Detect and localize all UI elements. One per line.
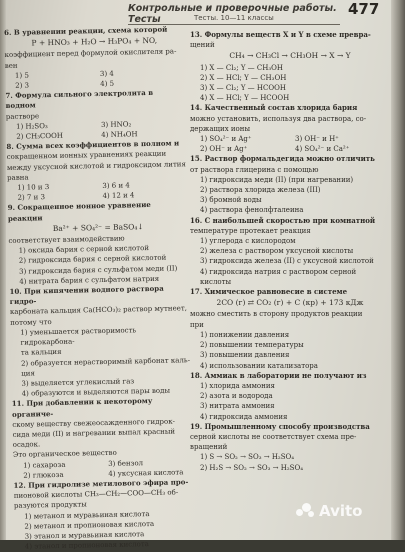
question-text: вен (4, 61, 18, 70)
answer-option: 2) глюкоза (23, 470, 64, 480)
answer-option: 1) S → SO₂ → SO₃ → H₂SO₄ (200, 453, 295, 462)
question-text: 15. Раствор формальдегида можно отличить (190, 154, 375, 164)
answer-option: 2) железа с раствором уксусной кислоты (200, 247, 354, 256)
answer-option: 1) хлорида аммония (200, 381, 275, 390)
answer-option: 1) углерода с кислородом (200, 237, 296, 246)
answer-option: 3) повышении давления (200, 351, 290, 360)
answer-option: 2) CH₃COOH (16, 131, 63, 141)
question-text: пионовой кислоты CH₃—CH₂—COO—CH₃ об- (13, 488, 179, 501)
question-text: потому что (10, 317, 52, 327)
question-text: 9. Сокращенное ионное уравнение реакции (7, 200, 151, 223)
answer-option: 4) X — HCl; Y — HCOOH (200, 94, 290, 103)
answer-option: 1) 5 (14, 71, 29, 80)
answer-option: 4) этанол и пропионовая кислота (24, 540, 149, 551)
question-text: вращений (190, 443, 228, 452)
answer-option: 3) OH⁻ и H⁺ (295, 135, 339, 144)
formula: P + HNO₃ + H₂O → H₃PO₄ + NO, (31, 36, 158, 48)
answer-option: 1) 10 и 3 (17, 183, 50, 192)
answer-option: 1) уменьшается растворимость гидрокарбона- (20, 326, 137, 347)
formula: 2CO (г) ⇄ CO₂ (г) + C (кр) + 173 кДж (216, 298, 364, 308)
question-text: температуре протекает реакция (190, 226, 311, 235)
answer-option: 3) гидроксида бария с сульфатом меди (II) (19, 264, 178, 276)
question-text: 14. Качественный состав хлорида бария (190, 103, 358, 113)
answer-options (190, 134, 390, 154)
answer-option: 4) 12 и 4 (102, 191, 135, 201)
question-text: коэффициент перед формулой окислителя ра- (4, 47, 177, 60)
answer-option: 1) X — Cl₂; Y — CH₃OH (200, 63, 284, 72)
page-edge (391, 0, 405, 540)
question-text: 10. При кипячении водного раствора гидро- (9, 283, 164, 307)
answer-option: 4) NH₄OH (101, 130, 138, 140)
question-text: Это органическое вещество (12, 449, 117, 460)
answer-option: 2) X — HCl; Y — CH₃OH (200, 73, 287, 82)
answer-option: 3) 4 (99, 69, 114, 78)
question-text: 19. Промышленному способу производства (190, 421, 370, 431)
answer-option: 3) бромной воды (200, 196, 262, 205)
answer-option: 2) гидроксида бария с серной кислотой (18, 254, 167, 266)
answer-option: 4) гидроксида натрия с раствором серной (200, 267, 357, 276)
answer-option: 3) X — Cl₂; Y — HCOOH (200, 84, 286, 93)
watermark-text: Avito (319, 502, 363, 520)
answer-option: 4) использовании катализатора (200, 361, 318, 370)
answer-option: та кальция (20, 348, 62, 358)
answer-option: 3) HNO₂ (100, 120, 132, 129)
answer-option: 1) H₂SO₃ (15, 121, 48, 131)
answer-option: 4) нитрата бария с сульфатом натрия (19, 274, 160, 286)
question-text: 16. С наибольшей скоростью при комнатной (190, 215, 376, 225)
question-text: 6. В уравнении реакции, схема которой (4, 24, 168, 37)
left-column (4, 24, 195, 552)
question-text: 13. Формулы веществ X и Y в схеме превра- (190, 30, 371, 39)
answer-option: 2) раствора хлорида железа (III) (200, 186, 321, 195)
question-text: 17. Химическое равновесие в системе (190, 287, 348, 297)
question-text: 18. Аммиак в лаборатории не получают из (190, 370, 367, 380)
question-text: между уксусной кислотой и гидроксидом лития (6, 159, 186, 172)
question-text: равна (7, 173, 29, 182)
formula: CH₄ → CH₃Cl → CH₃OH → X → Y (229, 51, 351, 61)
question-text: 7. Формула сильного электролита в водном (5, 88, 154, 111)
answer-option: 3) этанол и муравьиная кислота (24, 530, 145, 541)
answer-option: 1) метанол и муравьиная кислота (24, 509, 150, 521)
question-text: соответствует взаимодействию (8, 234, 125, 246)
answer-option: 3) 6 и 4 (102, 181, 130, 191)
formula: Ba²⁺ + SO₄²⁻ = BaSO₄↓ (52, 221, 144, 233)
answer-options (7, 179, 187, 203)
question-text: при (190, 320, 204, 329)
answer-option: 1) гидроксида меди (II) (при нагревании) (200, 175, 354, 184)
answer-option: кислоты (200, 277, 232, 286)
answer-option: 2) 3 (15, 81, 30, 90)
answer-option: 4) образуются и выделяются пары воды (21, 386, 171, 398)
question-text: 11. При добавлении к некоторому органиче- (11, 396, 153, 419)
answer-option: 1) SO₄²⁻ и Ag⁺ (200, 135, 252, 144)
question-text: держащих ионы (190, 124, 251, 133)
question-text: разуются продукты (13, 500, 87, 511)
question-text: щений (190, 41, 215, 50)
answer-option: 3) нитрата аммония (200, 402, 275, 411)
answer-option: 3) бензол (108, 458, 144, 468)
question-text: от раствора глицерина с помощью (190, 165, 319, 174)
question-text: растворе (5, 111, 40, 121)
question-text: 12. При гидролизе метилового эфира про- (13, 477, 189, 490)
answer-option: 4) SO₄²⁻ и Ca²⁺ (295, 145, 350, 154)
avito-logo-icon (296, 503, 316, 519)
question-text: можно сместить в сторону продуктов реакции (190, 310, 363, 319)
right-column (190, 30, 390, 473)
answer-option: 4) уксусная кислота (108, 468, 184, 478)
answer-option: ция (21, 369, 35, 378)
answer-option: 4) раствора фенолфталеина (200, 206, 304, 215)
answer-option: 2) азота и водорода (200, 392, 273, 401)
answer-option: 2) образуется нерастворимый карбонат каль- (20, 355, 191, 368)
question-text: сида меди (II) и нагревании выпал красный осадок. (12, 427, 176, 450)
question-text: скому веществу свежеосажденного гидрок- (12, 417, 175, 429)
answer-option: 1) понижении давления (200, 330, 290, 339)
answer-option: 2) 7 и 3 (17, 193, 46, 203)
answer-option: 3) выделяется углекислый газ (21, 377, 135, 388)
answer-option: 4) гидроксида аммония (200, 412, 288, 421)
question-text: карбоната кальция Ca(HCO₃)₂ раствор мутнеет, (9, 304, 188, 317)
answer-option: 4) 5 (100, 79, 115, 89)
page-number: 477 (348, 0, 380, 18)
header-title: Контрольные и проверочные работы. Тесты (128, 3, 337, 25)
question-text: 8. Сумма всех коэффициентов в полном и (6, 138, 180, 152)
answer-option: 1) сахароза (23, 460, 66, 470)
running-header (128, 2, 340, 25)
answer-option: 2) повышении температуры (200, 341, 304, 350)
question-text: можно установить, используя два раствора, со- (190, 114, 367, 123)
answer-option: 3) гидроксида железа (II) с уксусной кислотой (200, 257, 374, 266)
answer-option: 1) оксида бария с серной кислотой (18, 244, 150, 256)
answer-option: 2) H₂S → SO₂ → SO₃ → H₂SO₄ (200, 463, 303, 472)
answer-option: 2) метанол и пропионовая кислота (24, 519, 155, 531)
question-text: сокращенном ионных уравнениях реакции (6, 150, 167, 162)
header-subtitle: Тесты. 10—11 классы (194, 14, 274, 22)
answer-option: 2) OH⁻ и Ag⁺ (200, 145, 248, 154)
answer-options (5, 67, 185, 91)
avito-watermark (296, 502, 362, 520)
question-text: серной кислоты не соответствует схема пре- (190, 432, 357, 441)
